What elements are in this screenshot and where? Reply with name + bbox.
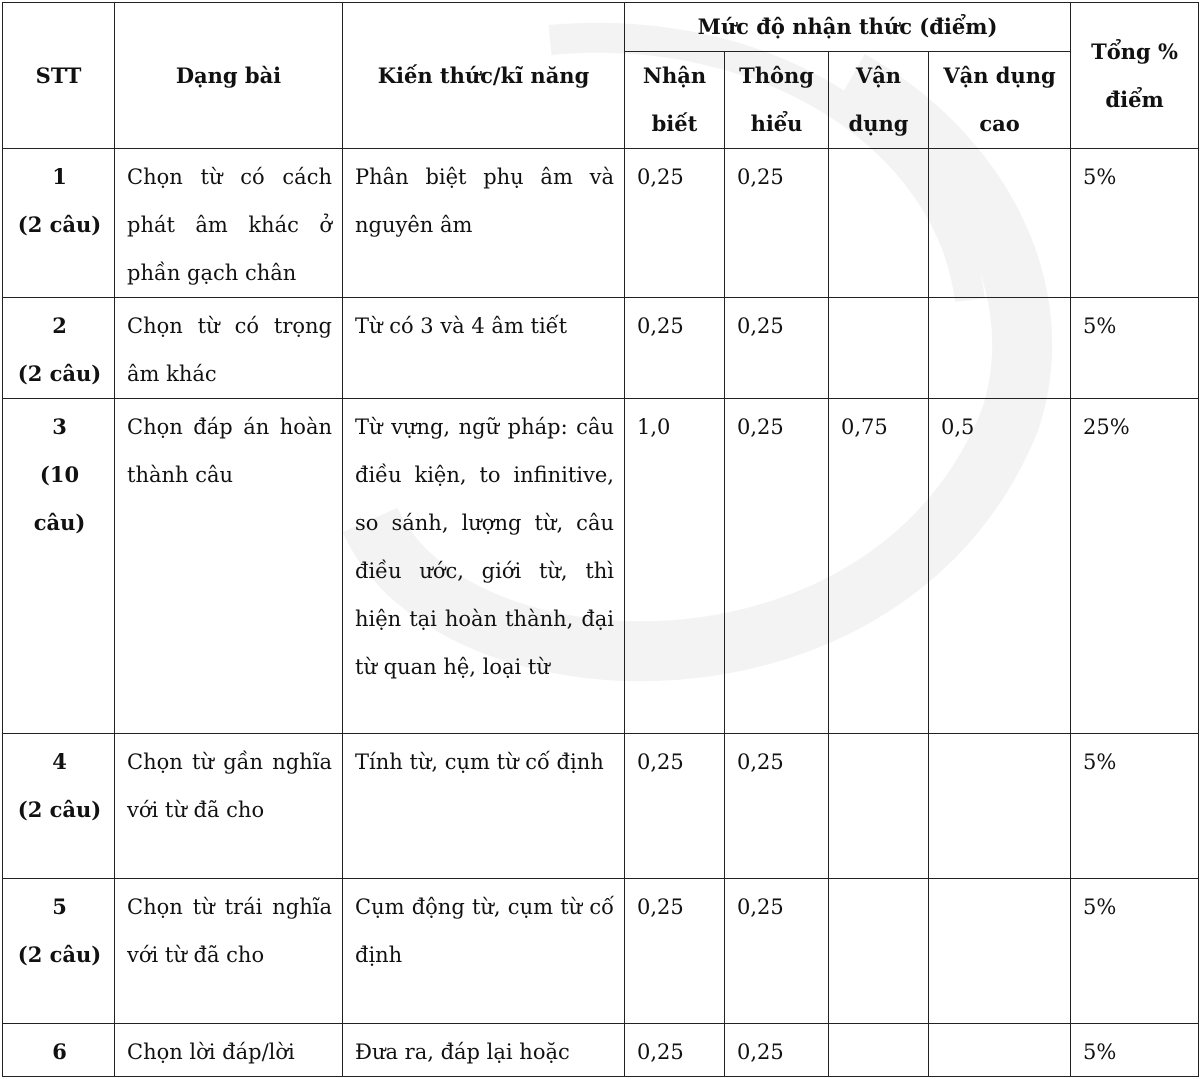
row-type: Chọn đáp án hoàn thành câu [115, 399, 343, 734]
header-type: Dạng bài [115, 3, 343, 149]
table-row [3, 298, 1199, 399]
row-type: Chọn từ gần nghĩa với từ đã cho [115, 734, 343, 879]
row-type: Chọn lời đáp/lời [115, 1024, 343, 1077]
row-score-apply-high: 0,5 [929, 399, 1071, 734]
table-row [3, 1024, 1199, 1077]
table-row [3, 879, 1199, 1024]
row-score-understand: 0,25 [725, 149, 829, 298]
knowledge-matrix-table [2, 2, 1199, 1077]
row-score-apply [829, 1024, 929, 1077]
row-skill: Tính từ, cụm từ cố định [343, 734, 625, 879]
row-type: Chọn từ có cách phát âm khác ở phần gạch chân [115, 149, 343, 298]
row-skill: Phân biệt phụ âm và nguyên âm [343, 149, 625, 298]
row-skill: Từ vựng, ngữ pháp: câu điều kiện, to infinitive, so sánh, lượng từ, câu điều ước, giới từ, thì hiện tại hoàn thành, đại từ quan hệ, loại từ [343, 399, 625, 734]
row-total: 5% [1071, 298, 1199, 399]
table-row [3, 149, 1199, 298]
row-score-apply [829, 734, 929, 879]
row-score-understand: 0,25 [725, 399, 829, 734]
table-row [3, 734, 1199, 879]
row-stt: 1 (2 câu) [3, 149, 115, 298]
row-score-apply-high [929, 879, 1071, 1024]
row-score-understand: 0,25 [725, 298, 829, 399]
row-score-recognize: 0,25 [625, 149, 725, 298]
row-score-apply-high [929, 149, 1071, 298]
header-level-apply-high: Vận dụng cao [929, 52, 1071, 149]
header-level-group: Mức độ nhận thức (điểm) [625, 3, 1071, 52]
row-score-recognize: 1,0 [625, 399, 725, 734]
row-stt: 2 (2 câu) [3, 298, 115, 399]
row-score-understand: 0,25 [725, 879, 829, 1024]
header-level-apply: Vận dụng [829, 52, 929, 149]
row-stt: 5 (2 câu) [3, 879, 115, 1024]
row-score-recognize: 0,25 [625, 1024, 725, 1077]
header-total: Tổng % điểm [1071, 3, 1199, 149]
row-score-understand: 0,25 [725, 734, 829, 879]
row-score-understand: 0,25 [725, 1024, 829, 1077]
header-row-top [3, 3, 1199, 52]
row-score-apply: 0,75 [829, 399, 929, 734]
row-score-recognize: 0,25 [625, 879, 725, 1024]
row-total: 5% [1071, 149, 1199, 298]
row-score-recognize: 0,25 [625, 298, 725, 399]
row-score-apply-high [929, 734, 1071, 879]
row-score-apply-high [929, 298, 1071, 399]
row-score-apply [829, 149, 929, 298]
row-score-apply-high [929, 1024, 1071, 1077]
row-stt: 4 (2 câu) [3, 734, 115, 879]
row-skill: Từ có 3 và 4 âm tiết [343, 298, 625, 399]
row-score-apply [829, 879, 929, 1024]
row-type: Chọn từ có trọng âm khác [115, 298, 343, 399]
row-type: Chọn từ trái nghĩa với từ đã cho [115, 879, 343, 1024]
table-row [3, 399, 1199, 734]
header-level-understand: Thông hiểu [725, 52, 829, 149]
header-skill: Kiến thức/kĩ năng [343, 3, 625, 149]
header-level-recognize: Nhận biết [625, 52, 725, 149]
row-total: 5% [1071, 879, 1199, 1024]
row-stt: 6 [3, 1024, 115, 1077]
row-score-apply [829, 298, 929, 399]
header-stt: STT [3, 3, 115, 149]
row-total: 25% [1071, 399, 1199, 734]
row-skill: Đưa ra, đáp lại hoặc [343, 1024, 625, 1077]
row-score-recognize: 0,25 [625, 734, 725, 879]
row-skill: Cụm động từ, cụm từ cố định [343, 879, 625, 1024]
row-total: 5% [1071, 734, 1199, 879]
row-stt: 3 (10 câu) [3, 399, 115, 734]
row-total: 5% [1071, 1024, 1199, 1077]
